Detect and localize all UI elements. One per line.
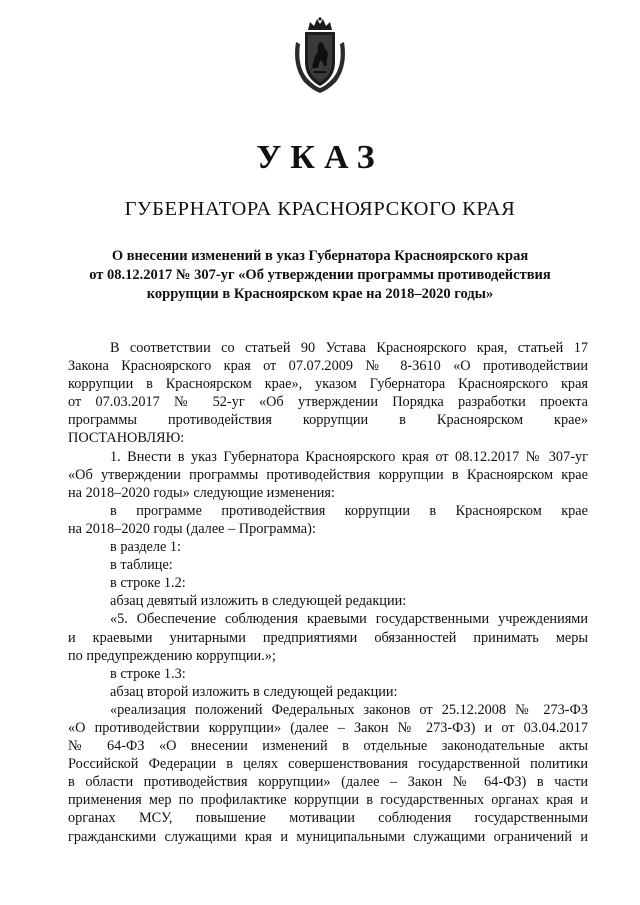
body-line: № 64-ФЗ «О внесении изменений в отдельные законодательные акты xyxy=(68,738,588,755)
body-line: В соответствии со статьей 90 Устава Красноярского края, статьей 17 xyxy=(110,340,588,356)
heading-line: от 08.12.2017 № 307-уг «Об утверждении программы противодействия xyxy=(89,267,551,283)
decree-body xyxy=(68,339,588,846)
body-line: программы противодействия коррупции в Красноярском крае» xyxy=(68,412,588,429)
body-line: в области противодействия коррупции» (далее – Закон № 64-ФЗ) в части xyxy=(68,774,588,791)
body-line: коррупции в Красноярском крае», указом Губернатора Красноярского края xyxy=(68,376,588,393)
body-line: «5. Обеспечение соблюдения краевыми государственными учреждениями xyxy=(110,611,588,628)
body-line: Закона Красноярского края от 07.07.2009 № 8-3610 «О противодействии xyxy=(68,358,588,375)
body-line: в строке 1.3: xyxy=(110,665,186,682)
body-line: в строке 1.2: xyxy=(110,575,186,592)
body-line: и краевыми унитарными предприятиями обязанностей принимать меры xyxy=(68,629,588,646)
body-line: «О противодействии коррупции» (далее – Закон № 273-ФЗ) и от 03.04.2017 xyxy=(68,719,588,736)
body-line: органах МСУ, повышение мотивации соблюдения государственными xyxy=(68,810,588,827)
body-line: ПОСТАНОВЛЯЮ: xyxy=(68,430,185,447)
heading-line: коррупции в Красноярском крае на 2018–2020 годы» xyxy=(146,286,494,302)
body-line: в разделе 1: xyxy=(110,539,182,556)
coat-of-arms-emblem xyxy=(290,16,350,96)
heading-line: О внесении изменений в указ Губернатора Красноярского края xyxy=(111,248,529,264)
body-line: абзац второй изложить в следующей редакции: xyxy=(110,683,398,700)
body-line: 1. Внести в указ Губернатора Красноярского края от 08.12.2017 № 307-уг xyxy=(110,448,588,465)
body-line: «реализация положений Федеральных законов от 25.12.2008 № 273-ФЗ xyxy=(110,701,588,718)
body-line: на 2018–2020 годы (далее – Программа): xyxy=(68,520,316,537)
body-line: в таблице: xyxy=(110,557,173,574)
body-line: абзац девятый изложить в следующей редакции: xyxy=(110,593,407,610)
body-line: от 07.03.2017 № 52-уг «Об утверждении Порядка разработки проекта xyxy=(68,394,588,411)
body-line: по предупреждению коррупции.»; xyxy=(68,647,276,664)
decree-issuer: ГУБЕРНАТОРА КРАСНОЯРСКОГО КРАЯ xyxy=(124,198,516,220)
body-line: «Об утверждении программы противодействия коррупции в Красноярском крае xyxy=(68,466,588,483)
body-line: применения мер по профилактике коррупции в государственных органах края и xyxy=(68,792,588,809)
decree-title: УКАЗ xyxy=(256,139,384,176)
decree-heading xyxy=(60,247,580,304)
body-line: гражданскими служащими края и муниципальными служащими ограничений и xyxy=(68,828,588,845)
body-line: на 2018–2020 годы» следующие изменения: xyxy=(68,484,335,501)
body-line: в программе противодействия коррупции в Красноярском крае xyxy=(110,502,588,519)
body-line: Российской Федерации в целях совершенствования государственной политики xyxy=(68,756,588,773)
